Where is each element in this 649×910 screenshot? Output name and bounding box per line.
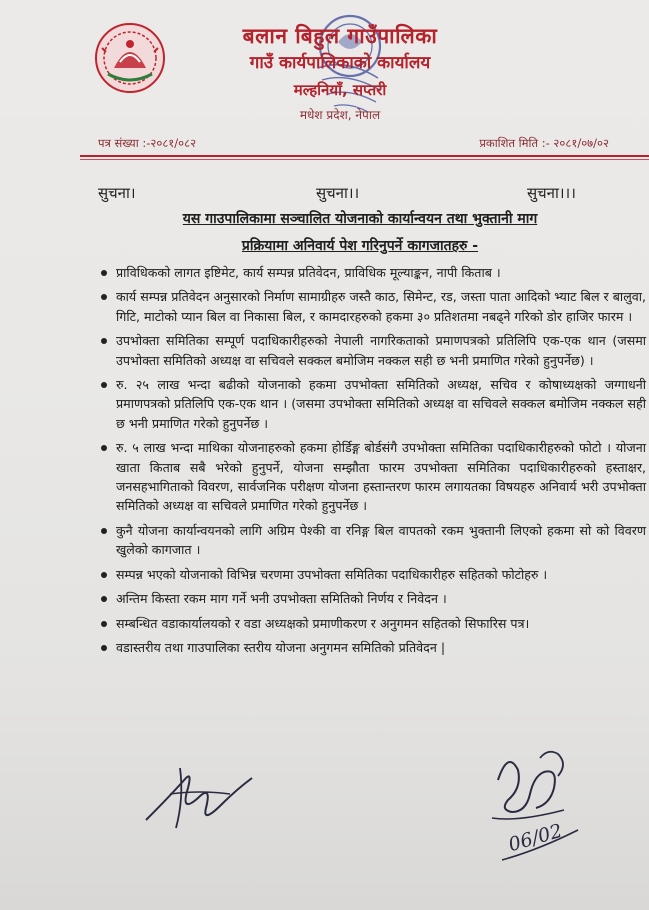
handwritten-date: 06/02 [506,819,565,857]
bullet-icon [101,572,107,578]
list-item: कार्य सम्पन्न प्रतिवेदन अनुसारको निर्माण सामाग्रीहरु जस्तै काठ, सिमेन्ट, रड, जस्ता पाता आदिको भ्याट बिल र बालुवा, गिटि, माटोको प्यान बिल वा निकासा बिल, र कामदारहरुको हकमा ३० प्रतिशतमा नबढ्ने गरिको डोर हाजिर फारम । [98,287,646,326]
published-date: प्रकाशित मिति :- २०८१/०७/०२ [479,136,609,150]
list-item: उपभोक्ता समितिका सम्पूर्ण पदाधिकारीहरुको नेपाली नागरिकताको प्रमाणपत्रको प्रतिलिपि एक-एक थान (जसमा उपभोक्ता समितिको अध्यक्ष वा सचिवले सक्कल बमोजिम नक्कल सही छ भनी प्रमाणित गरेको हुनुपर्नेछ) । [98,331,646,370]
list-item: रु. २५ लाख भन्दा बढीको योजनाको हकमा उपभोक्ता समितिको अध्यक्ष, सचिव र कोषाध्यक्षको जग्गाधनी प्रमाणपत्रको प्रतिलिपि एक-एक थान । (जसमा उपभोक्ता समितिको अध्यक्ष वा सचिवले सक्कल बमोजिम नक्कल सही छ भनी प्रमाणित गरेको हुनुपर्नेछ । [98,375,646,433]
office-location: मल्हनियाँ, सप्तरी [293,81,387,99]
list-item: सम्पन्न भएको योजनाको विभिन्न चरणमा उपभोक्ता समितिका पदाधिकारीहरु सहितको फोटोहरु । [98,565,646,584]
header-divider-thin [80,159,649,160]
list-item: सम्बन्धित वडाकार्यालयको र वडा अध्यक्षको प्रमाणीकरण र अनुगमन सहितको सिफारिस पत्र। [98,614,646,633]
requirements-list [98,263,646,662]
bullet-icon [101,270,107,276]
letterhead [190,22,490,125]
bullet-icon [101,294,107,300]
bullet-icon [101,528,107,534]
bullet-icon [101,621,107,627]
list-item: वडास्तरीय तथा गाउपालिका स्तरीय योजना अनुगमन समितिको प्रतिवेदन | [98,638,646,657]
bullet-icon [101,445,107,451]
list-item: रु. ५ लाख भन्दा माथिका योजनाहरुको हकमा होर्डिङ्ग बोर्डसंगै उपभोक्ता समितिका पदाधिकारीहरुको फोटो । योजना खाता किताब सबै भरेको हुनुपर्ने, योजना सम्झौता फारम उपभोक्ता समितिका पदाधिकारीहरुको हस्ताक्षर, जनसहभागिताको विवरण, सार्वजनिक परीक्षण योजना हस्तान्तरण फारम लगायतका विषयहरु अनिवार्य भरी उपभोक्ता समितिको अध्यक्ष वा सचिवले प्रमाणित गरेको हुनुपर्नेछ । [98,438,646,516]
office-province: मधेश प्रदेश, नेपाल [299,108,381,122]
subject-line-2: प्रक्रियामा अनिवार्य पेश गरिनुपर्ने कागजातहरु - [241,238,479,254]
notice-label-1: सुचना। [98,184,136,202]
bullet-icon [101,596,107,602]
notice-label-3: सुचना।।। [527,184,576,202]
signature-icon [140,758,260,838]
office-name: बलान बिहुल गाउँपालिका [242,24,438,48]
office-subtitle: गाउँ कार्यपालिकाको कार्यालय [249,53,431,73]
signature-icon [478,740,588,870]
bullet-icon [101,338,107,344]
list-item: कुनै योजना कार्यान्वयनको लागि अग्रिम पेश्की वा रनिङ्ग बिल वापतको रकम भुक्तानी लिएको हकमा सो को विवरण खुलेको कागजात । [98,521,646,560]
notice-label-2: सुचना।। [316,184,360,202]
subject-line-1: यस गाउपालिकामा सञ्चालित योजनाको कार्यान्वयन तथा भुक्तानी माग [182,211,538,227]
bullet-icon [101,382,107,388]
bullet-icon [101,645,107,651]
list-item: प्राविधिकको लागत इष्टिमेट, कार्य सम्पन्न प्रतिवेदन, प्राविधिक मूल्याङ्कन, नापी किताब । [98,263,646,282]
letter-number: पत्र संख्या :-२०८१/०८२ [98,136,197,150]
nepal-emblem-icon [94,22,166,94]
header-divider [80,155,649,157]
list-item: अन्तिम किस्ता रकम माग गर्ने भनी उपभोक्ता समितिको निर्णय र निवेदन । [98,589,646,608]
